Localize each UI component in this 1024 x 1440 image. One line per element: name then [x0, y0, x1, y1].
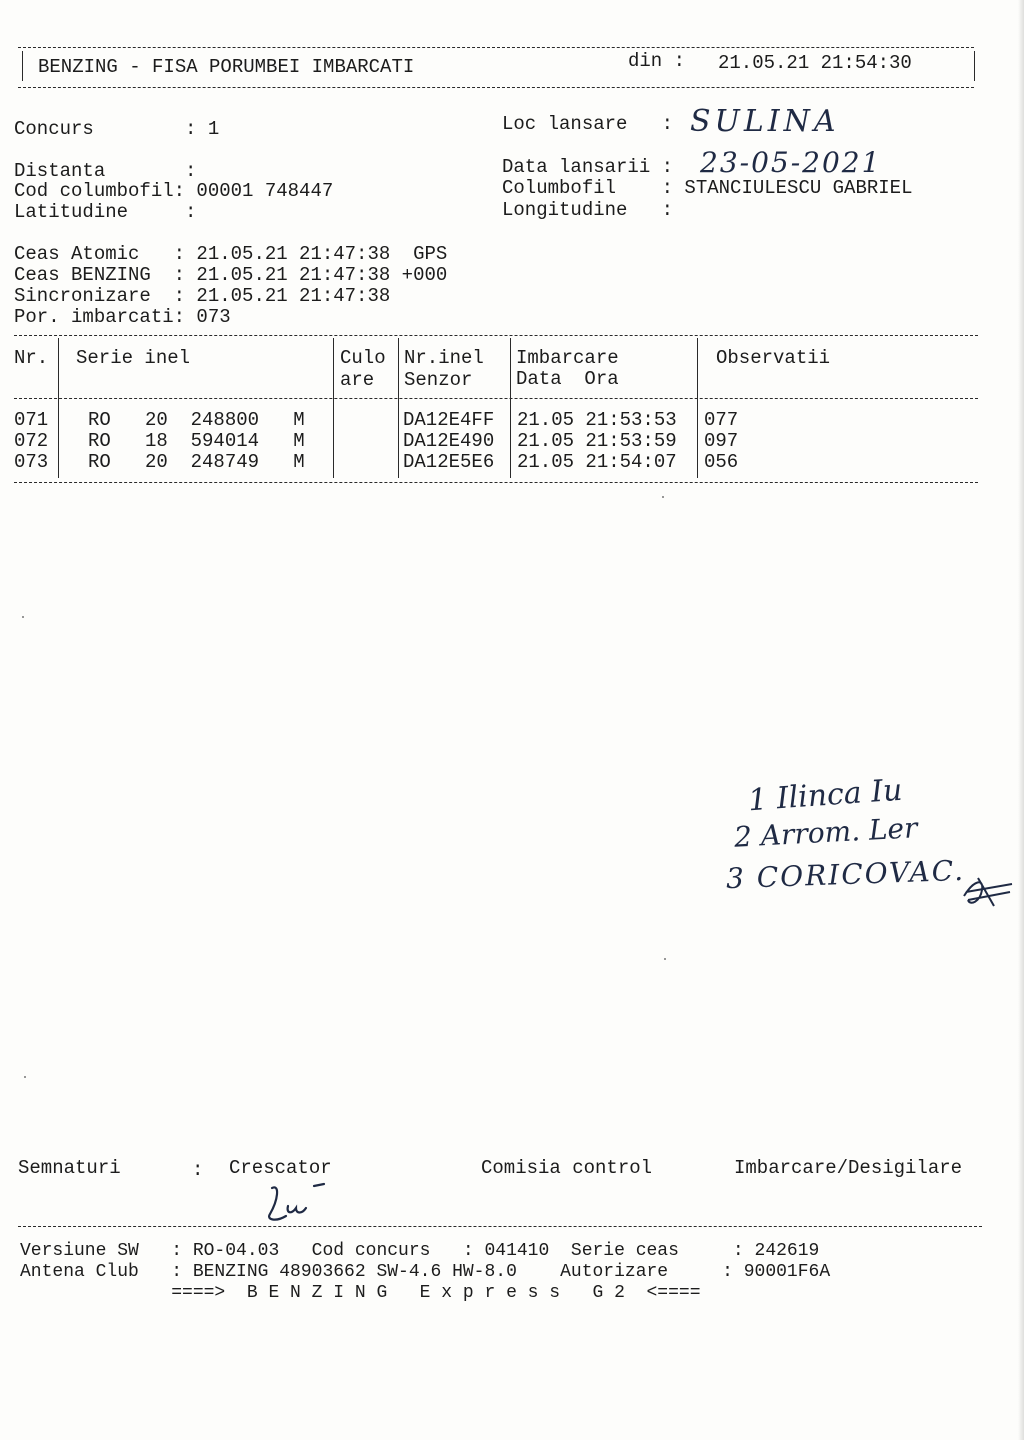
columbofil-line: Columbofil : STANCIULESCU GABRIEL	[502, 177, 913, 199]
th-imbarcare-2: Data Ora	[516, 368, 619, 390]
th-nr-inel-2: Senzor	[404, 369, 473, 391]
col-sep-1	[58, 338, 59, 478]
header-title: BENZING - FISA PORUMBEI IMBARCATI	[38, 56, 415, 78]
th-serie-inel: Serie inel	[76, 347, 191, 369]
crescator-signature-icon	[258, 1180, 328, 1226]
footer-line-version: Versiune SW : RO-04.03 Cod concurs : 041410 Serie ceas : 242619	[20, 1241, 820, 1261]
handwritten-note-line: 2 Arrom. Ler	[733, 811, 919, 854]
handwritten-note-line: 3 CORICOVAC.	[725, 853, 966, 896]
crescator-label: Crescator	[229, 1157, 332, 1179]
cell-serie: RO 18 594014 M	[88, 430, 305, 452]
cell-senzor: DA12E490	[403, 430, 495, 452]
cell-imbarcare: 21.05 21:53:53	[517, 409, 677, 431]
cell-nr: 071	[14, 409, 49, 431]
scan-speck	[662, 496, 664, 498]
footer-line-brand: ====> B E N Z I N G E x p r e s s G 2 <====	[20, 1283, 701, 1303]
header-din-label: din :	[628, 50, 686, 72]
semnaturi-colon: :	[192, 1159, 204, 1181]
data-lansarii-handwritten: 23-05-2021	[700, 146, 882, 179]
boarding-table	[0, 0, 1024, 500]
th-imbarcare-1: Imbarcare	[516, 347, 619, 369]
scan-speck	[664, 958, 666, 960]
cell-serie: RO 20 248800 M	[88, 409, 305, 431]
scan-speck	[24, 1076, 26, 1078]
th-culoare-1: Culo	[340, 347, 386, 369]
cell-observatii: 097	[704, 430, 739, 452]
table-header-rule	[14, 398, 978, 399]
cell-observatii: 056	[704, 451, 739, 473]
comisia-control-label: Comisia control	[481, 1157, 653, 1179]
footer-line-antena: Antena Club : BENZING 48903662 SW-4.6 HW-8.0 Autorizare : 90001F6A	[20, 1262, 831, 1282]
imbarcare-desigilare-label: Imbarcare/Desigilare	[734, 1157, 963, 1179]
cell-senzor: DA12E5E6	[403, 451, 495, 473]
table-top-rule	[14, 335, 978, 336]
distanta-line: Distanta :	[14, 160, 197, 182]
loc-lansare-handwritten: SULINA	[690, 104, 840, 139]
ceas-benzing-line: Ceas BENZING : 21.05.21 21:47:38 +000	[14, 264, 448, 286]
cell-imbarcare: 21.05 21:54:07	[517, 451, 677, 473]
scan-speck	[22, 616, 24, 618]
longitudine-line: Longitudine :	[502, 199, 674, 221]
page-edge-shadow	[1018, 0, 1024, 1440]
scribble-signature-icon	[960, 870, 1020, 910]
cell-nr: 073	[14, 451, 49, 473]
col-sep-5	[697, 338, 698, 478]
th-nr-inel-1: Nr.inel	[404, 347, 484, 369]
concurs-line: Concurs : 1	[14, 118, 220, 140]
cod-columbofil-line: Cod columbofil: 00001 748447	[14, 180, 334, 202]
th-culoare-2: are	[340, 369, 375, 391]
col-sep-2	[333, 338, 334, 478]
loc-lansare-label: Loc lansare :	[502, 113, 674, 135]
data-lansarii-label: Data lansarii :	[502, 156, 674, 178]
cell-observatii: 077	[704, 409, 739, 431]
semnaturi-label: Semnaturi	[18, 1157, 121, 1179]
cell-nr: 072	[14, 430, 49, 452]
latitudine-line: Latitudine :	[14, 201, 197, 223]
cell-serie: RO 20 248749 M	[88, 451, 305, 473]
cell-imbarcare: 21.05 21:53:59	[517, 430, 677, 452]
col-sep-3	[398, 338, 399, 478]
sincronizare-line: Sincronizare : 21.05.21 21:47:38	[14, 285, 391, 307]
col-sep-4	[510, 338, 511, 478]
handwritten-note-line: 1 Ilinca Iu	[746, 772, 904, 819]
th-nr: Nr.	[14, 347, 49, 369]
footer-rule	[18, 1226, 982, 1227]
table-bottom-rule	[14, 482, 978, 483]
cell-senzor: DA12E4FF	[403, 409, 495, 431]
th-observatii: Observatii	[716, 347, 831, 369]
por-imbarcati-line: Por. imbarcati: 073	[14, 306, 231, 328]
ceas-atomic-line: Ceas Atomic : 21.05.21 21:47:38 GPS	[14, 243, 448, 265]
header-datetime: 21.05.21 21:54:30	[718, 52, 912, 74]
